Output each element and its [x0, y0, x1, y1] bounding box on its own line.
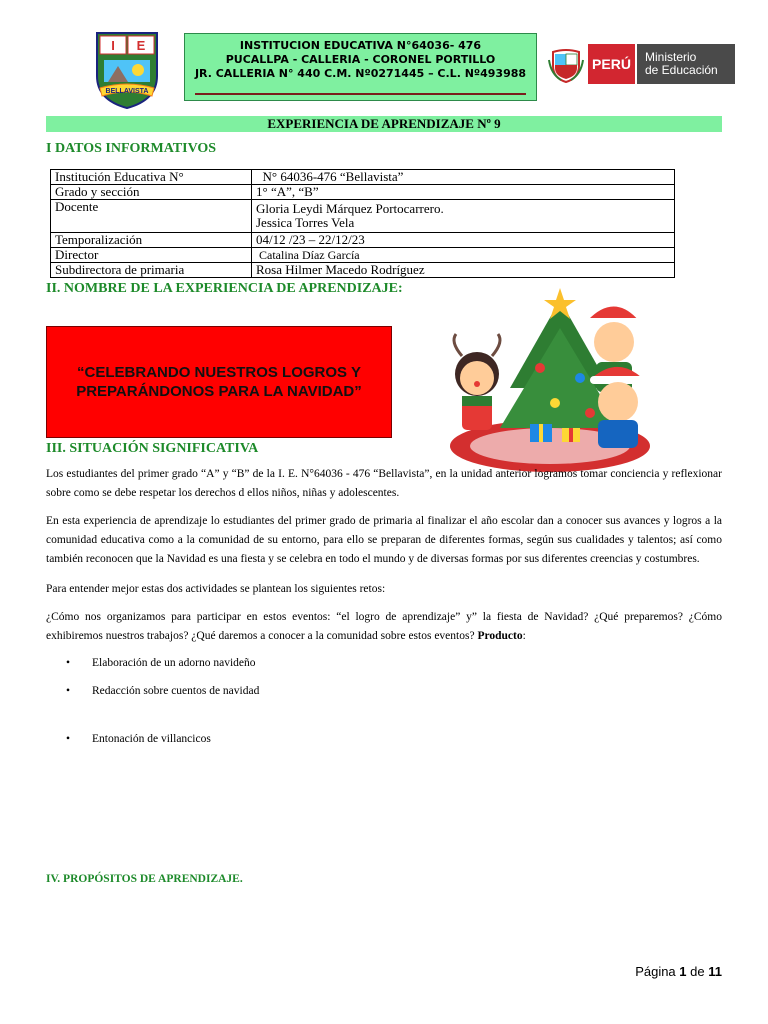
row-label: Grado y sección	[51, 185, 252, 200]
paragraph-3: Para entender mejor estas dos actividades se plantean los siguientes retos:	[46, 583, 386, 595]
row-value: Rosa Hilmer Macedo Rodríguez	[252, 263, 675, 278]
peru-label: PERÚ	[588, 44, 635, 84]
paragraph-1: Los estudiantes del primer grado “A” y “B” de la I. E. N°64036 - 476 “Bellavista”, en la unidad anterior logramos tomar conciencia y reflexionar sobre como se debe respetar los derechos d ellos niños, niñas y adolescentes.	[46, 468, 722, 499]
row-value	[252, 200, 675, 233]
section4-title: IV. PROPÓSITOS DE APRENDIZAJE.	[46, 873, 243, 885]
total-pages: 11	[708, 964, 722, 979]
row-value: N° 64036-476 “Bellavista”	[252, 170, 675, 185]
ministry-line2: de Educación	[645, 63, 718, 77]
table-row	[51, 233, 675, 248]
row-label: Subdirectora de primaria	[51, 263, 252, 278]
product-label: Producto	[477, 630, 523, 642]
list-item	[72, 657, 256, 669]
current-page: 1	[679, 964, 687, 979]
table-row	[51, 170, 675, 185]
row-label: Director	[51, 248, 252, 263]
product-item: Entonación de villancicos	[92, 733, 211, 745]
page-number	[635, 964, 722, 979]
peru-shield-icon	[547, 46, 585, 84]
info-table	[50, 169, 675, 278]
row-label: Docente	[51, 200, 252, 233]
list-item	[72, 733, 211, 745]
table-row	[51, 200, 675, 233]
teacher-1: Gloria Leydi Márquez Portocarrero.	[256, 201, 444, 216]
product-colon: :	[522, 630, 526, 642]
school-address: JR. CALLERIA N° 440 C.M. Nº0271445 – C.L. Nº493988	[194, 67, 527, 80]
table-row	[51, 185, 675, 200]
paragraph-4	[46, 608, 722, 646]
ministry-line1: Ministerio	[645, 50, 697, 64]
challenges-text: ¿Cómo nos organizamos para participar en estos eventos: “el logro de aprendizaje” y” la fiesta de Navidad? ¿Qué preparemos? ¿Cómo exhibiremos nuestros trabajos? ¿Qué daremos a conocer a la comunidad sobre estos eventos?	[46, 611, 722, 642]
logo-letter-e: E	[136, 38, 146, 53]
school-name: INSTITUCION EDUCATIVA N°64036- 476	[239, 39, 482, 52]
section2-title: II. NOMBRE DE LA EXPERIENCIA DE APRENDIZAJE:	[46, 281, 403, 296]
table-row	[51, 248, 675, 263]
school-header	[184, 33, 537, 101]
experience-name-box	[46, 326, 392, 438]
experience-name: “CELEBRANDO NUESTROS LOGROS Y PREPARÁNDONOS PARA LA NAVIDAD”	[76, 364, 362, 400]
ministry-label	[637, 44, 735, 84]
paragraph-2: En esta experiencia de aprendizaje lo estudiantes del primer grado de primaria al finalizar el año escolar dan a conocer sus avances y logros a la comunidad educativa como a la comunidad de su entorno, para ello se preparan de diferentes formas, según sus cualidades y talentos; así como también reconocen que la Navidad es una fiesta y se celebra en todo el mundo y de diversas formas por sus diferentes creencias y costumbres.	[46, 515, 722, 565]
document-title: EXPERIENCIA DE APRENDIZAJE Nº 9	[46, 116, 722, 132]
logo-banner: BELLAVISTA	[105, 88, 149, 95]
row-value: 04/12 /23 – 22/12/23	[252, 233, 675, 248]
teacher-2: Jessica Torres Vela	[256, 215, 355, 230]
row-label: Institución Educativa N°	[51, 170, 252, 185]
product-item: Elaboración de un adorno navideño	[92, 657, 256, 669]
of-word: de	[690, 964, 705, 979]
section3-title: III. SITUACIÓN SIGNIFICATIVA	[46, 441, 259, 456]
page-word: Página	[635, 964, 676, 979]
list-item	[72, 685, 259, 697]
row-label: Temporalización	[51, 233, 252, 248]
school-logo	[94, 30, 160, 110]
christmas-illustration	[440, 278, 690, 478]
product-item: Redacción sobre cuentos de navidad	[92, 685, 260, 697]
logo-letter-i: I	[111, 38, 115, 53]
header-rule	[195, 93, 526, 95]
school-location: PUCALLPA - CALLERIA - CORONEL PORTILLO	[225, 53, 496, 66]
row-value: 1° “A”, “B”	[252, 185, 675, 200]
table-row	[51, 263, 675, 278]
row-value: Catalina Díaz García	[252, 248, 675, 263]
section1-title: I DATOS INFORMATIVOS	[46, 141, 217, 156]
